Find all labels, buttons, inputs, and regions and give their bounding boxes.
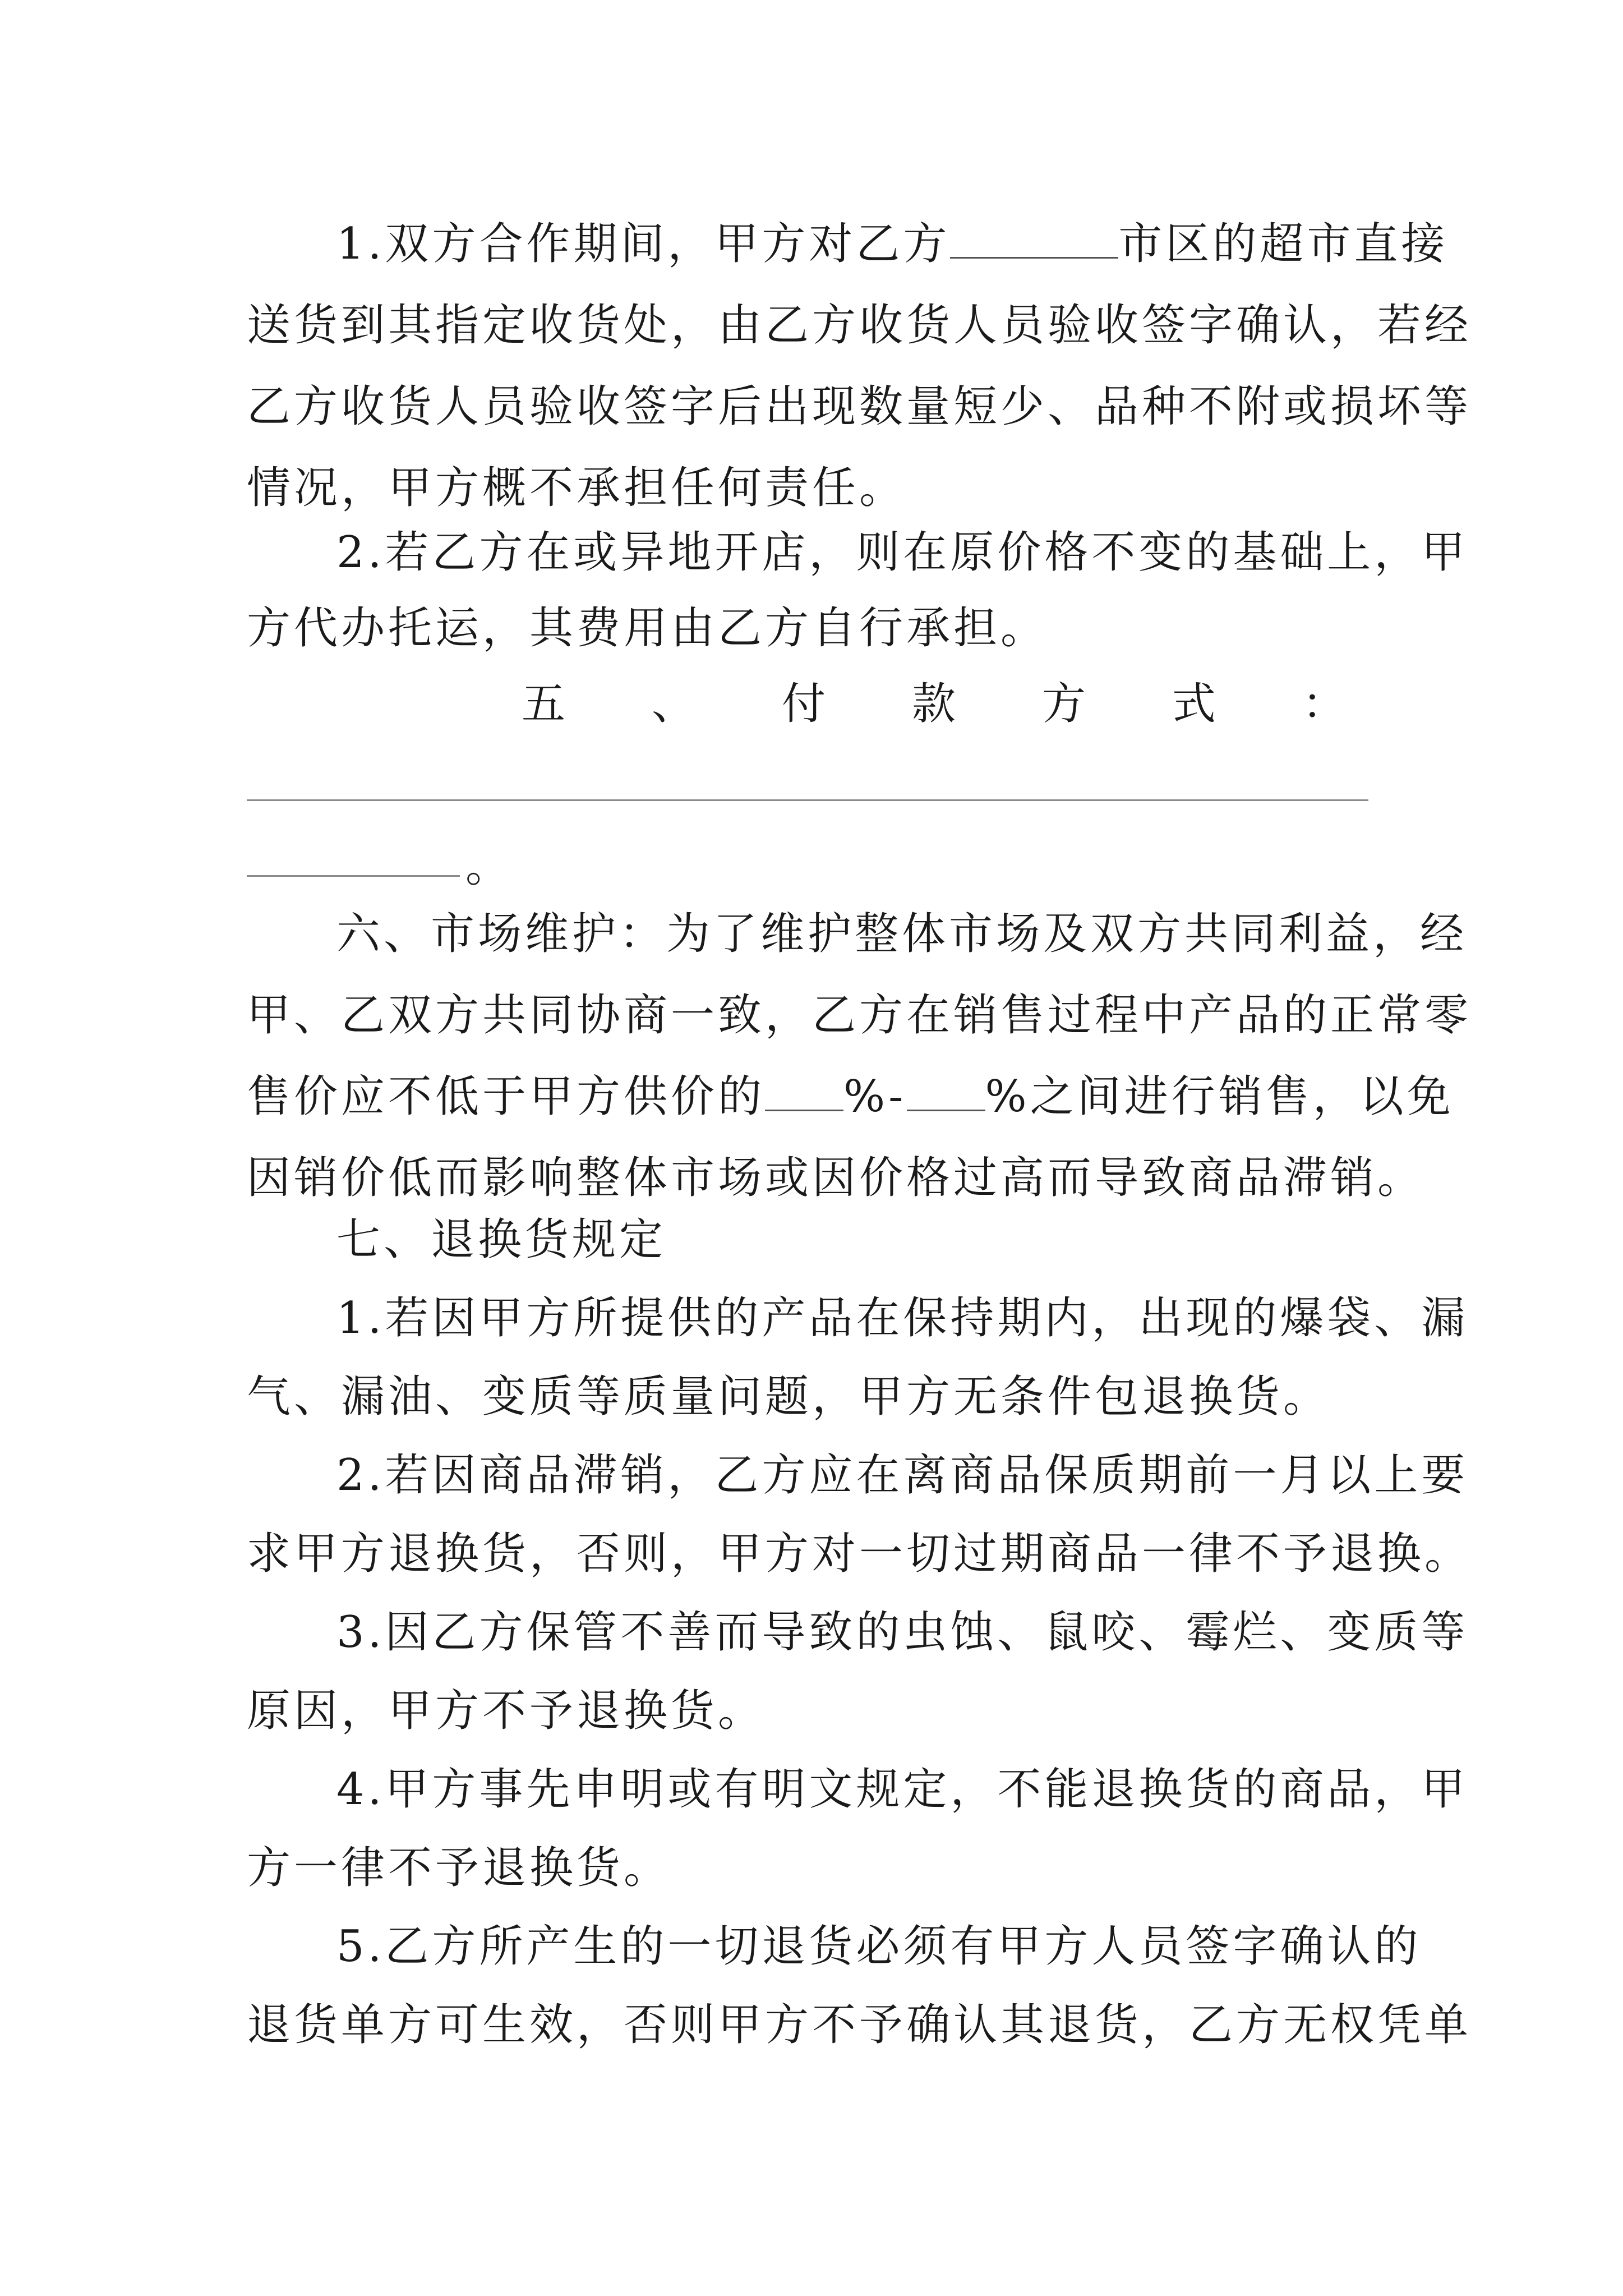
p2-line-2: 方代办托运，其费用由乙方自行承担。 [247, 603, 1048, 654]
s6-line-4: 因销价低而影响整体市场或因价格过高而导致商品滞销。 [247, 1153, 1425, 1203]
fill-blank-percent-low [765, 1070, 843, 1111]
s7-item1-line-1: 1.若因甲方所提供的产品在保持期内，出现的爆袋、漏 [336, 1293, 1469, 1343]
section5-char-2: 、 [651, 679, 695, 729]
section5-char-5: 方 [1041, 679, 1086, 729]
fill-blank-city [950, 218, 1118, 259]
section5-heading [522, 676, 1346, 732]
s7-title: 七、退换货规定 [336, 1214, 667, 1265]
s7-item5-line-2: 退货单方可生效，否则甲方不予确认其退货，乙方无权凭单 [247, 2000, 1472, 2050]
s7-item4-line-1: 4.甲方事先申明或有明文规定，不能退换货的商品，甲 [336, 1764, 1469, 1815]
p1-line-1-text-a: 1.双方合作期间，甲方对乙方 [336, 219, 951, 269]
section5-end-mark: 。 [465, 841, 513, 892]
section5-char-4: 款 [911, 679, 956, 729]
p1-line-4: 情况，甲方概不承担任何责任。 [247, 463, 907, 513]
p2-line-1: 2.若乙方在或异地开店，则在原价格不变的基础上，甲 [336, 527, 1469, 578]
payment-fill-rule-1 [247, 799, 1368, 801]
section5-char-1: 五 [522, 679, 566, 729]
s7-item3-line-2: 原因，甲方不予退换货。 [247, 1686, 766, 1736]
s6-line-3-text-b: %- [843, 1071, 907, 1122]
section5-char-7: ： [1302, 679, 1346, 729]
s6-line-1: 六、市场维护：为了维护整体市场及双方共同利益，经 [336, 909, 1468, 959]
p1-line-2: 送货到其指定收货处，由乙方收货人员验收签字确认，若经 [247, 300, 1472, 351]
s7-item1-line-2: 气、漏油、变质等质量问题，甲方无条件包退换货。 [247, 1372, 1331, 1422]
p1-line-1-text-b: 市区的超市直接 [1118, 219, 1449, 269]
s7-item2-line-1: 2.若因商品滞销，乙方应在离商品保质期前一月以上要 [336, 1450, 1469, 1501]
s6-line-3-text-a: 售价应不低于甲方供价的 [247, 1071, 766, 1122]
s7-item5-line-1: 5.乙方所产生的一切退货必须有甲方人员签字确认的 [336, 1921, 1422, 1972]
p1-line-3: 乙方收货人员验收签字后出现数量短少、品种不附或损坏等 [247, 381, 1472, 432]
s7-item3-line-1: 3.因乙方保管不善而导致的虫蚀、鼠咬、霉烂、变质等 [336, 1607, 1469, 1658]
s6-line-3-text-c: %之间进行销售，以免 [985, 1071, 1454, 1122]
p1-line-1 [336, 216, 1449, 272]
s6-line-3 [247, 1069, 1454, 1125]
s7-item4-line-2: 方一律不予退换货。 [247, 1843, 671, 1893]
s6-line-2: 甲、乙双方共同协商一致，乙方在销售过程中产品的正常零 [247, 990, 1472, 1041]
s7-item2-line-2: 求甲方退换货，否则，甲方对一切过期商品一律不予退换。 [247, 1529, 1472, 1579]
fill-blank-percent-high [907, 1070, 985, 1111]
section5-char-3: 付 [781, 679, 826, 729]
section5-char-6: 式 [1172, 679, 1216, 729]
payment-fill-rule-2 [247, 875, 460, 877]
